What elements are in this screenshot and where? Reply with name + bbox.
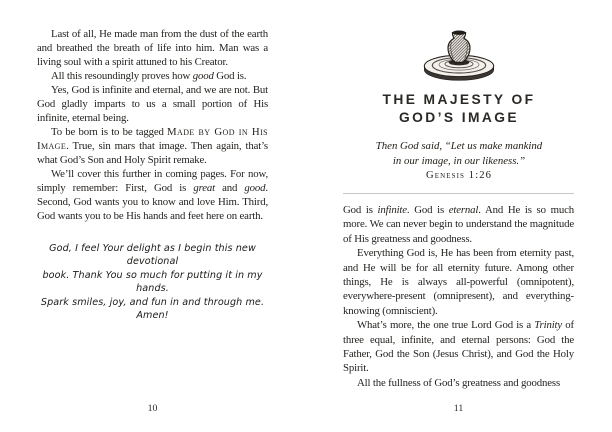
epigraph-line: Then God said, “Let us make mankind	[375, 140, 543, 152]
chapter-title-line: THE MAJESTY OF	[382, 92, 536, 107]
body-paragraph: Last of all, He made man from the dust of the earth and breathed the breath of life into him. Man was a living soul with a spirit attuned to his Creator.	[37, 28, 268, 68]
body-paragraph: God is infinite. God is eternal. And He is so much more. We can never begin to understand the magnitude of His greatness and goodness.	[343, 204, 574, 245]
right-page	[306, 0, 612, 432]
epigraph	[306, 139, 612, 184]
prayer-line: book. Thank You so much for putting it in my hands.	[42, 269, 263, 295]
prayer-line: God, I feel Your delight as I begin this new devotional	[49, 243, 256, 268]
epigraph-reference: Genesis 1:26	[425, 170, 493, 181]
prayer-text	[37, 242, 268, 322]
divider-rule	[343, 193, 574, 194]
body-paragraph: We’ll cover this further in coming pages. For now, simply remember: First, God is great and good. Second, God wants you to know and love Him. Third, God wants you to be His hands and feet here on earth.	[37, 168, 268, 222]
body-paragraph: Yes, God is infinite and eternal, and we are not. But God gladly imparts to us a small portion of His infinite, eternal being.	[37, 84, 268, 124]
body-paragraph: What’s more, the one true Lord God is a Trinity of three equal, infinite, and eternal persons: God the Father, God the Son (Jesus Christ), and God the Holy Spirit.	[343, 319, 574, 375]
epigraph-line: in our image, in our likeness.”	[392, 154, 526, 167]
body-paragraph: To be born is to be tagged Made by God in His Image. True, sin mars that image. Then again, that’s what God’s Son and Holy Spirit remake.	[37, 126, 268, 166]
left-text-block	[37, 27, 268, 322]
chapter-title-line: GOD’S IMAGE	[399, 109, 519, 125]
body-paragraph: All this resoundingly proves how good God is.	[51, 70, 247, 82]
body-paragraph: Everything God is, He has been from eternity past, and He will be for all eternity future. Among other things, He is always all-powerful (omnipotent), everywhere-present (omnipresent), and everything-knowing (omniscient).	[343, 247, 574, 317]
page-number-left: 10	[147, 403, 158, 414]
chapter-title	[306, 91, 612, 126]
body-paragraph: All the fullness of God’s greatness and goodness	[357, 376, 561, 389]
prayer-line: Spark smiles, joy, and fun in and through me. Amen!	[40, 296, 265, 322]
pottery-wheel-icon	[306, 24, 612, 89]
right-text-block	[343, 203, 574, 390]
page-number-right: 11	[453, 403, 464, 414]
